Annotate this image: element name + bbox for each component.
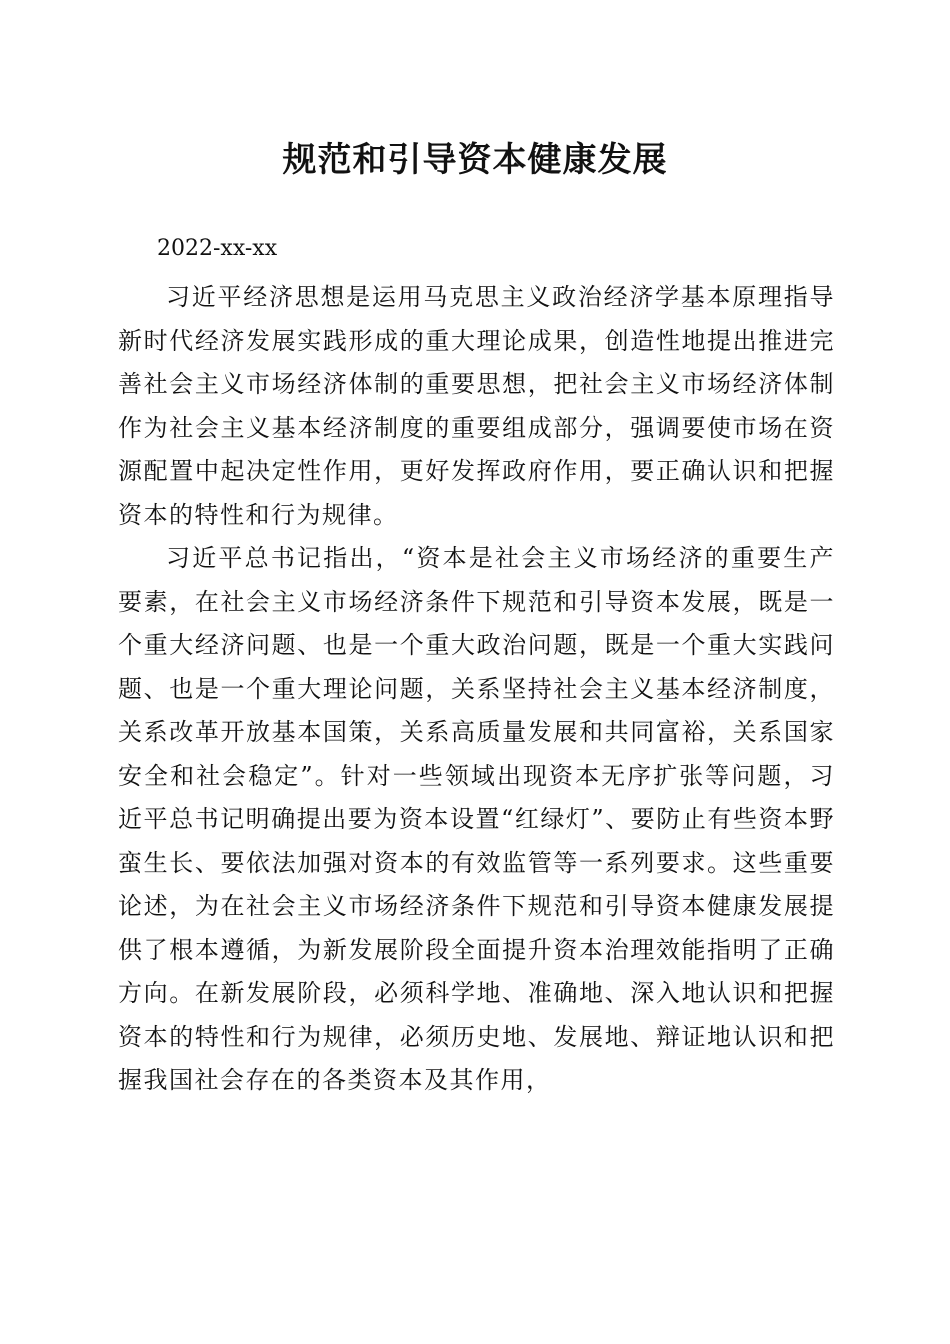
paragraph-1: 习近平经济思想是运用马克思主义政治经济学基本原理指导新时代经济发展实践形成的重大理论成果，创造性地提出推进完善社会主义市场经济体制的重要思想，把社会主义市场经济体制作为社会主义基本经济制度的重要组成部分，强调要使市场在资源配置中起决定性作用，更好发挥政府作用，要正确认识和把握资本的特性和行为规律。 [118, 283, 835, 529]
document-title: 规范和引导资本健康发展 [282, 140, 668, 180]
document-date: 2022-xx-xx [157, 236, 278, 261]
paragraph-2: 习近平总书记指出，“资本是社会主义市场经济的重要生产要素，在社会主义市场经济条件下规范和引导资本发展，既是一个重大经济问题、也是一个重大政治问题，既是一个重大实践问题、也是一个重大理论问题，关系坚持社会主义基本经济制度，关系改革开放基本国策，关系高质量发展和共同富裕，关系国家安全和社会稳定”。针对一些领域出现资本无序扩张等问题，习近平总书记明确提出要为资本设置“红绿灯”、要防止有些资本野蛮生长、要依法加强对资本的有效监管等一系列要求。这些重要论述，为在社会主义市场经济条件下规范和引导资本健康发展提供了根本遵循，为新发展阶段全面提升资本治理效能指明了正确方向。在新发展阶段，必须科学地、准确地、深入地认识和把握资本的特性和行为规律，必须历史地、发展地、辩证地认识和把握我国社会存在的各类资本及其作用， [118, 544, 835, 1094]
